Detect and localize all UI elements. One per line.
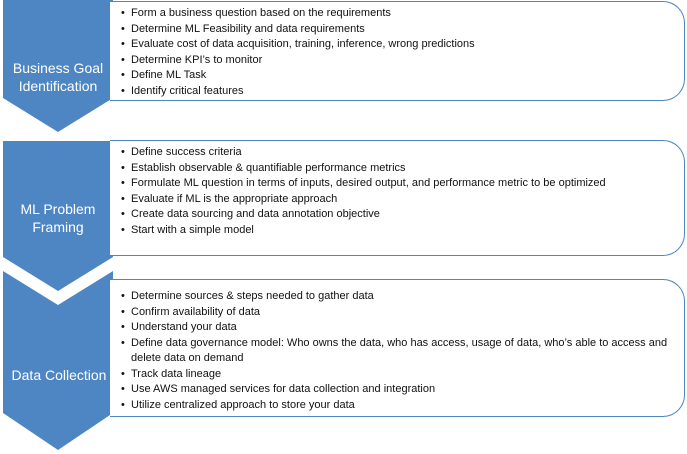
- list-item: • Determine sources & steps needed to gather data: [121, 289, 684, 305]
- stage-label-line: ML Problem: [20, 201, 96, 217]
- list-item: • Identify critical features: [121, 84, 684, 100]
- list-item: • Evaluate cost of data acquisition, training, inference, wrong predictions: [121, 37, 684, 53]
- list-item: • Define success criteria: [121, 145, 684, 161]
- list-item: • Formulate ML question in terms of inputs, desired output, and performance metric to be optimized: [121, 176, 684, 192]
- list-item: • Establish observable & quantifiable performance metrics: [121, 161, 684, 177]
- chevron-data-collection: [3, 271, 113, 450]
- stage-label-line: Identification: [18, 78, 98, 94]
- stage-box-ml-problem-framing: [110, 140, 685, 256]
- stage-label-ml-problem-framing: [3, 196, 113, 240]
- list-item: • Evaluate if ML is the appropriate approach: [121, 192, 684, 208]
- list-item: • Use AWS managed services for data collection and integration: [121, 382, 684, 398]
- list-item: • Create data sourcing and data annotation objective: [121, 207, 684, 223]
- list-item: • Define ML Task: [121, 68, 684, 84]
- stage-item-list: [121, 289, 684, 413]
- list-item: • Determine ML Feasibility and data requirements: [121, 22, 684, 38]
- stage-label-line: Framing: [32, 219, 84, 235]
- stage-label-line: Data Collection: [11, 367, 107, 383]
- stage-box-business-goal: [110, 1, 685, 101]
- stage-box-data-collection: [110, 279, 685, 417]
- list-item: • Start with a simple model: [121, 223, 684, 239]
- list-item: • Form a business question based on the requirements: [121, 6, 684, 22]
- stage-item-list: [121, 6, 684, 99]
- list-item: • Confirm availability of data: [121, 305, 684, 321]
- stage-label-business-goal: [3, 55, 113, 99]
- stage-item-list: [121, 145, 684, 238]
- list-item: • Utilize centralized approach to store your data: [121, 398, 684, 414]
- list-item: • Understand your data: [121, 320, 684, 336]
- stage-label-line: Business Goal: [12, 60, 104, 76]
- stage-label-data-collection: [3, 364, 115, 386]
- list-item: • Define data governance model: Who owns the data, who has access, usage of data, who’s able to access and delete data on demand: [121, 336, 671, 367]
- list-item: • Track data lineage: [121, 367, 684, 383]
- list-item: • Determine KPI’s to monitor: [121, 53, 684, 69]
